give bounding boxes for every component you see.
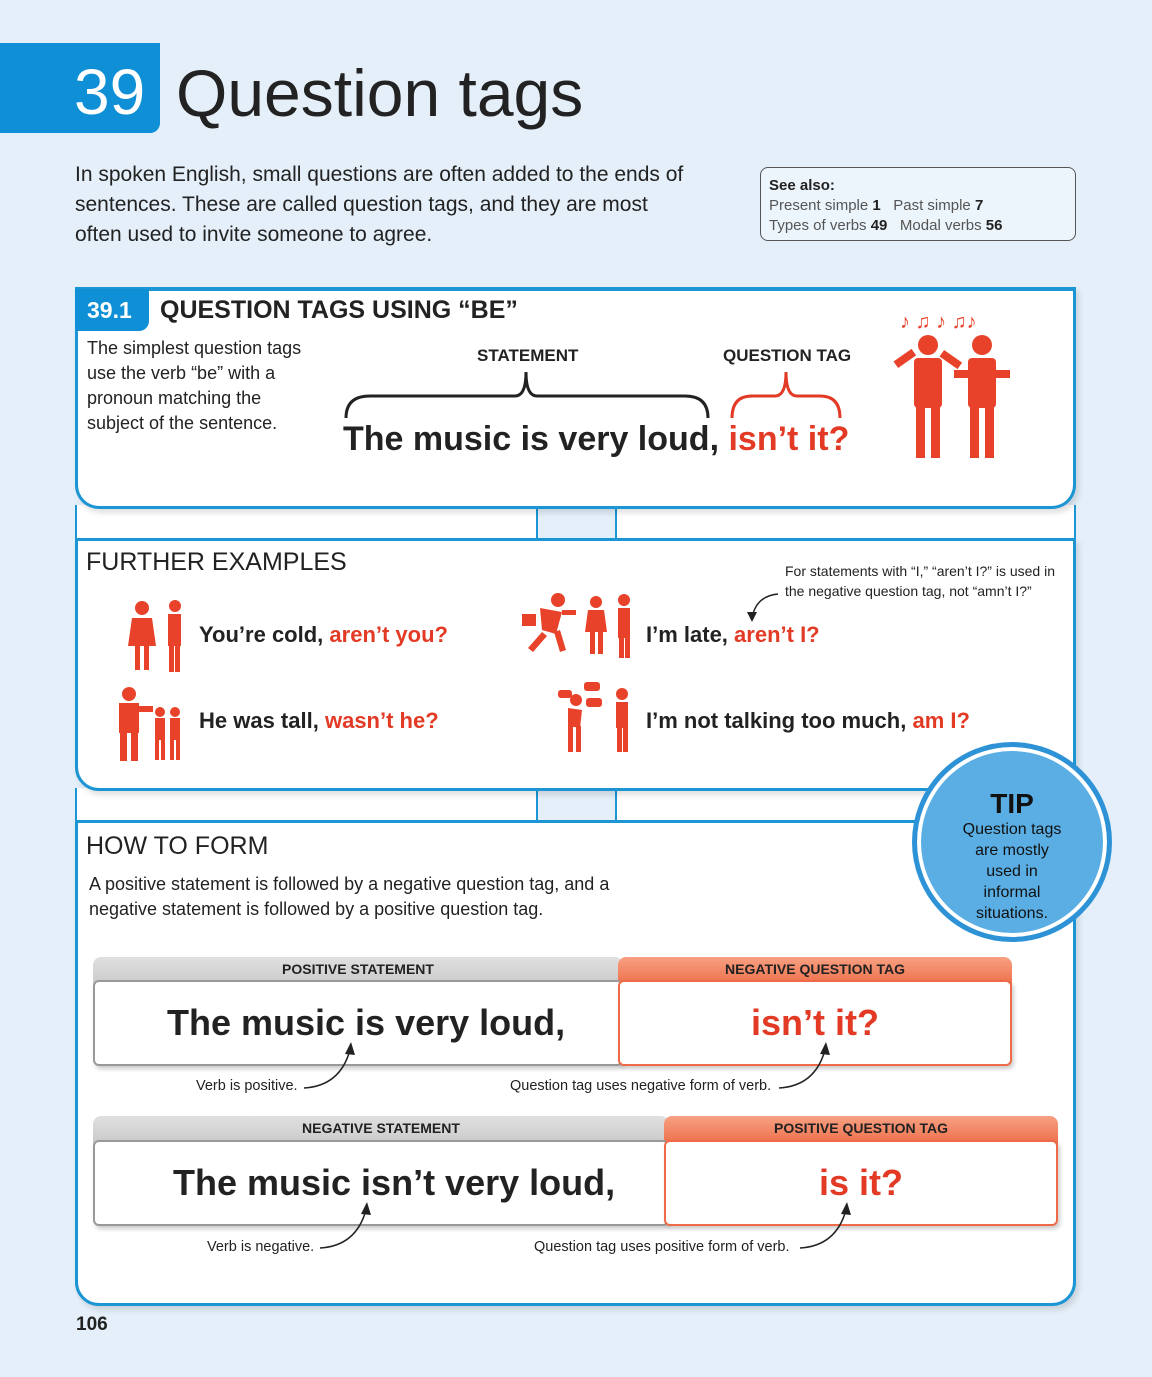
page-number: 106 bbox=[76, 1314, 108, 1335]
section-title: QUESTION TAGS USING “BE” bbox=[160, 296, 518, 324]
see-also-label: See also: bbox=[769, 177, 835, 194]
see-also-link[interactable]: Past simple 7 bbox=[893, 197, 984, 214]
column-header: NEGATIVE QUESTION TAG bbox=[618, 957, 1012, 987]
section-title: HOW TO FORM bbox=[86, 832, 269, 860]
see-also-link[interactable]: Types of verbs 49 bbox=[769, 217, 888, 234]
statement-text: The music is very loud, bbox=[167, 1002, 566, 1043]
column-header: NEGATIVE STATEMENT bbox=[93, 1116, 669, 1146]
connector bbox=[615, 505, 1076, 541]
column-header: POSITIVE QUESTION TAG bbox=[664, 1116, 1058, 1146]
connector bbox=[75, 788, 538, 823]
example-statement: I’m late, bbox=[646, 622, 728, 647]
see-also-box bbox=[760, 167, 1076, 241]
section-title: FURTHER EXAMPLES bbox=[86, 548, 347, 576]
annotation-note: Question tag uses negative form of verb. bbox=[510, 1078, 772, 1094]
tag-card bbox=[664, 1140, 1058, 1226]
talking-people-icon bbox=[556, 680, 636, 756]
example-tag: isn’t it? bbox=[728, 420, 850, 458]
arrow-icon bbox=[742, 590, 782, 624]
arrow-icon bbox=[796, 1200, 856, 1252]
cold-people-icon bbox=[120, 598, 185, 673]
tag-text: isn’t it? bbox=[751, 1002, 879, 1043]
section-description: A positive statement is followed by a negative question tag, and a negative statement is followed by a positive question tag. bbox=[89, 874, 610, 919]
page-title: Question tags bbox=[176, 56, 584, 130]
statement-text: The music isn’t very loud, bbox=[173, 1162, 616, 1203]
tip-badge bbox=[912, 742, 1112, 942]
example-statement: He was tall, bbox=[199, 708, 319, 733]
section-number: 39.1 bbox=[75, 289, 149, 331]
example-statement: I’m not talking too much, bbox=[646, 708, 907, 733]
example-tag: aren’t I? bbox=[734, 622, 820, 647]
section-description: The simplest question tags use the verb “be” with a pronoun matching the subject of the sentence. bbox=[87, 338, 302, 433]
unit-number: 39 bbox=[0, 43, 160, 133]
example-tag: wasn’t he? bbox=[324, 708, 439, 733]
annotation-note: For statements with “I,” “aren’t I?” is used in the negative question tag, not “amn’t I?” bbox=[785, 563, 1055, 599]
late-person-icon bbox=[520, 592, 638, 658]
loud-music-people-icon bbox=[888, 300, 1028, 465]
annotation-note: Question tag uses positive form of verb. bbox=[534, 1239, 790, 1255]
statement-card bbox=[93, 1140, 669, 1226]
annotation-note: Verb is negative. bbox=[207, 1239, 315, 1255]
question-tag-label: QUESTION TAG bbox=[723, 346, 852, 365]
example-tag: am I? bbox=[912, 708, 970, 733]
arrow-icon bbox=[300, 1040, 360, 1092]
arrow-icon bbox=[775, 1040, 835, 1092]
brace-icons bbox=[340, 370, 850, 420]
arrow-icon bbox=[316, 1200, 376, 1252]
statement-label: STATEMENT bbox=[477, 346, 579, 365]
column-header: POSITIVE STATEMENT bbox=[93, 957, 623, 987]
intro-text: In spoken English, small questions are often added to the ends of sentences. These are called question tags, and they are most often used to invite someone to agree. bbox=[75, 163, 684, 246]
example-tag: aren’t you? bbox=[329, 622, 448, 647]
example-statement: You’re cold, bbox=[199, 622, 324, 647]
tip-text: Question tags are mostly used in informal situations. bbox=[962, 821, 1062, 922]
connector bbox=[75, 505, 538, 541]
see-also-link[interactable]: Modal verbs 56 bbox=[899, 217, 1003, 234]
svg-text:♪ ♫ ♪ ♫♪: ♪ ♫ ♪ ♫♪ bbox=[900, 311, 977, 333]
example-statement: The music is very loud, bbox=[343, 420, 720, 458]
annotation-note: Verb is positive. bbox=[196, 1078, 298, 1094]
tip-title: TIP bbox=[990, 788, 1034, 819]
tall-person-icon bbox=[115, 686, 185, 762]
tag-text: is it? bbox=[818, 1162, 903, 1203]
see-also-link[interactable]: Present simple 1 bbox=[769, 197, 881, 214]
